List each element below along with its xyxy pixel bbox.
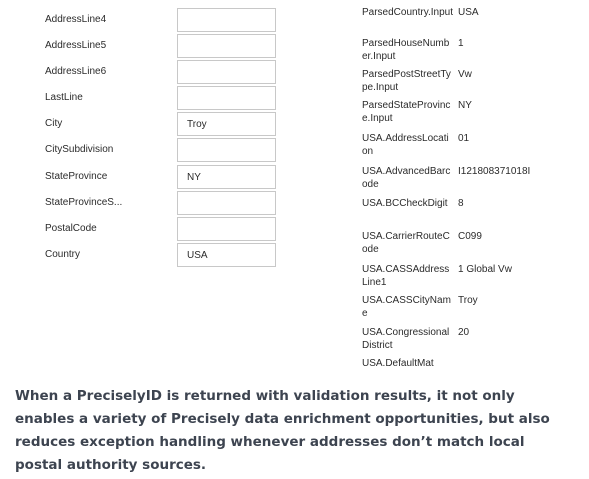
result-value: USA	[458, 7, 479, 18]
city-subdivision-input[interactable]	[177, 138, 276, 162]
result-key: ParsedStateProvince.Input	[362, 100, 451, 124]
caption-text: When a PreciselyID is returned with validation results, it not only enables a variety of Precisely data enrichment opportunities, but also reduces exception handling whenever addresses don’t match local postal authority sources.	[15, 388, 550, 473]
result-key: USA.DefaultMat	[362, 358, 434, 369]
field-label-state-province-s: StateProvinceS...	[45, 197, 123, 208]
form-row-city-subdivision	[0, 138, 290, 164]
result-value: NY	[458, 100, 472, 111]
result-value: Troy	[458, 295, 478, 306]
result-value: 01	[458, 133, 470, 144]
result-key: USA.BCCheckDigit	[362, 198, 448, 209]
city-input[interactable]	[177, 112, 276, 136]
country-input[interactable]	[177, 243, 276, 267]
result-value: C099	[458, 231, 482, 242]
result-value: 1	[458, 38, 464, 49]
result-value: I121808371018I	[458, 166, 531, 177]
result-value: 20	[458, 327, 470, 338]
address-line5-input[interactable]	[177, 34, 276, 58]
field-label-state-province: StateProvince	[45, 171, 108, 182]
field-label-city-subdivision: CitySubdivision	[45, 144, 114, 155]
field-label-postal-code: PostalCode	[45, 223, 97, 234]
form-row-postal-code	[0, 217, 290, 243]
form-row-state-province	[0, 165, 290, 191]
result-key: USA.AddressLocation	[362, 133, 449, 157]
field-label-last-line: LastLine	[45, 92, 83, 103]
result-value: Vw	[458, 69, 472, 80]
form-row-city	[0, 112, 290, 138]
field-label-address-line4: AddressLine4	[45, 14, 107, 25]
form-row-state-province-s	[0, 191, 290, 217]
form-row-address-line5	[0, 34, 290, 60]
form-row-last-line	[0, 86, 290, 112]
state-province-input[interactable]	[177, 165, 276, 189]
field-label-country: Country	[45, 249, 81, 260]
result-key: ParsedPostStreetType.Input	[362, 69, 451, 93]
postal-code-input[interactable]	[177, 217, 276, 241]
result-key: USA.CongressionalDistrict	[362, 327, 450, 351]
result-key: ParsedHouseNumber.Input	[362, 38, 450, 62]
state-province-s-input[interactable]	[177, 191, 276, 215]
form-row-address-line6	[0, 60, 290, 86]
address-line4-input[interactable]	[177, 8, 276, 32]
result-key: USA.AdvancedBarcode	[362, 166, 451, 190]
result-key: USA.CarrierRouteCode	[362, 231, 450, 255]
address-line6-input[interactable]	[177, 60, 276, 84]
last-line-input[interactable]	[177, 86, 276, 110]
form-row-country	[0, 243, 290, 269]
result-value: 1 Global Vw	[458, 264, 512, 275]
field-label-city: City	[45, 118, 63, 129]
form-row-address-line4	[0, 8, 290, 34]
result-key: USA.CASSCityName	[362, 295, 451, 319]
field-label-address-line6: AddressLine6	[45, 66, 107, 77]
result-key: USA.CASSAddressLine1	[362, 264, 450, 288]
field-label-address-line5: AddressLine5	[45, 40, 107, 51]
result-value: 8	[458, 198, 464, 209]
result-key: ParsedCountry.Input	[362, 7, 453, 18]
